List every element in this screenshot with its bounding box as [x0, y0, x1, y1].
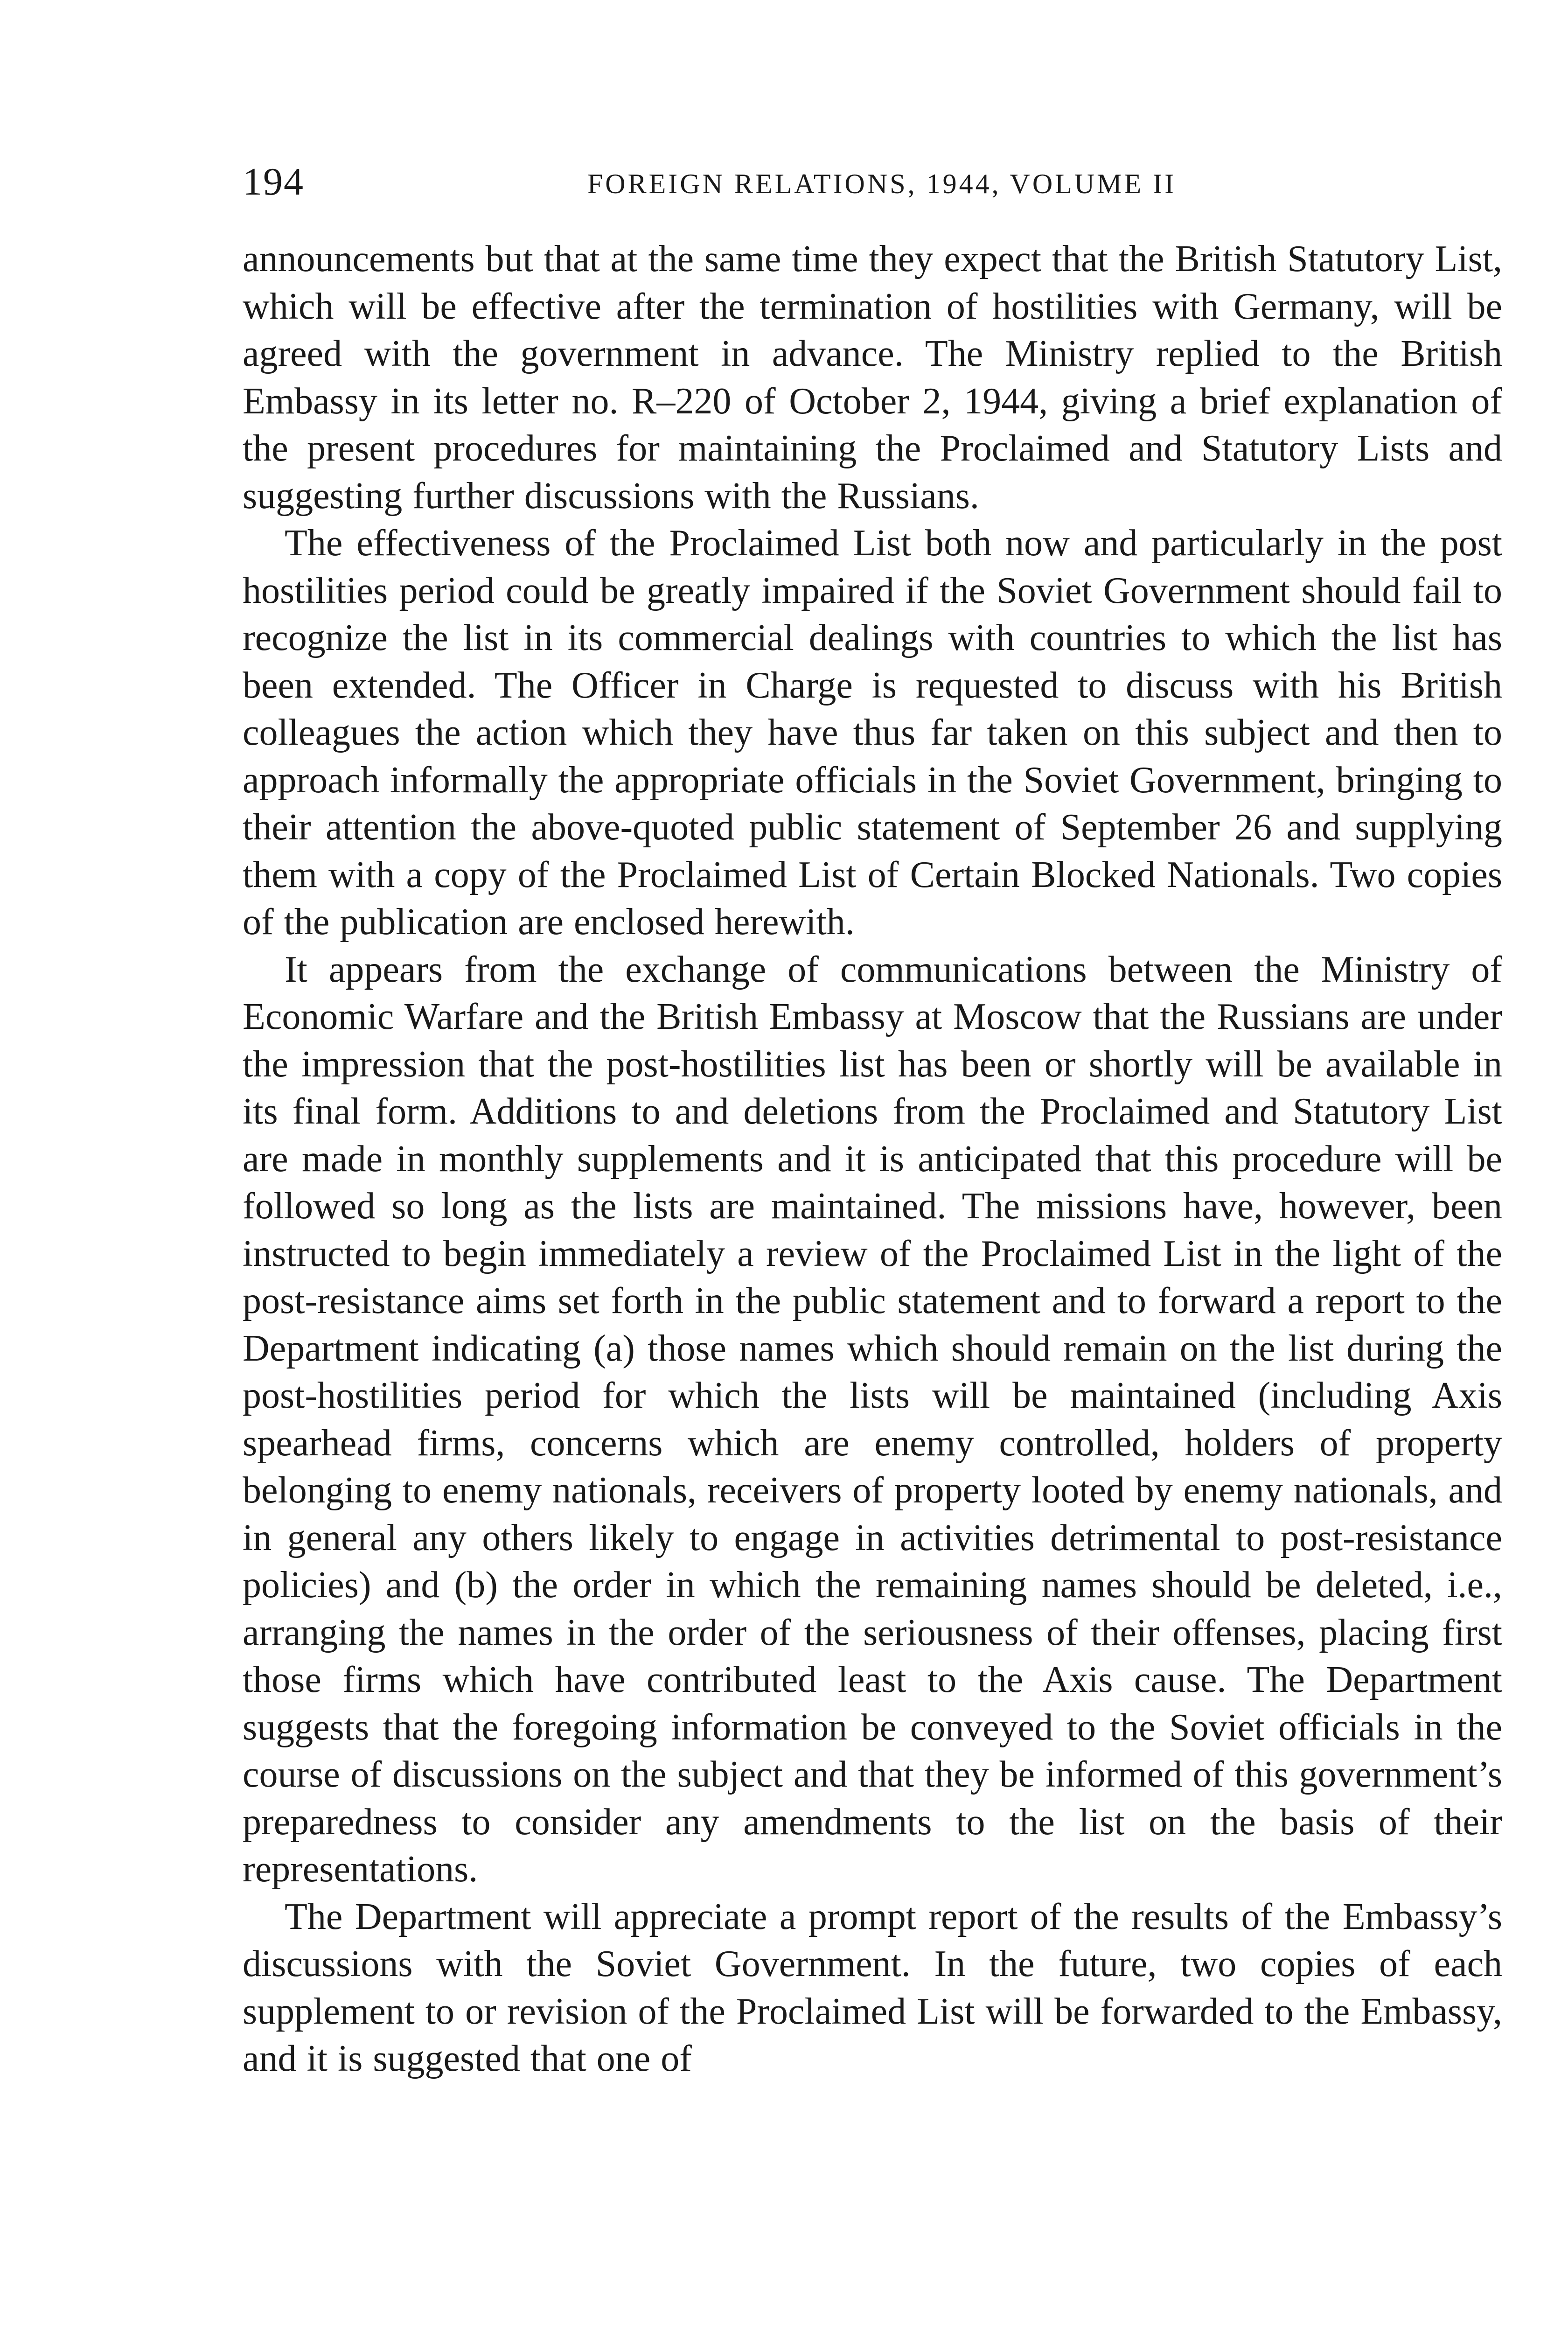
running-head-title: FOREIGN RELATIONS, 1944, VOLUME II [587, 168, 1177, 199]
paragraph-report-request: The Department will appreciate a prompt report of the results of the Embassy’s discussions with the Soviet Government. In the future, two copies of each supplement to or revision of the Proclaimed List will be forwarded to the Embassy, and it is suggested that one of [243, 1896, 1502, 2079]
running-head [243, 154, 1465, 210]
paragraph-post-hostilities-list: It appears from the exchange of communications between the Ministry of Economic Warfare and the British Embassy at Moscow that the Russians are under the impression that the post-hostilities list has been or shortly will be available in its final form. Additions to and deletions from the Proclaimed and Statutory List are made in monthly supplements and it is anticipated that this procedure will be followed so long as the lists are maintained. The missions have, however, been instructed to begin immediately a review of the Proclaimed List in the light of the post-resistance aims set forth in the public statement and to forward a report to the Department indicating (a) those names which should remain on the list during the post-hostilities period for which the lists will be maintained (including Axis spearhead firms, concerns which are enemy controlled, holders of property belonging to enemy nationals, receivers of property looted by enemy nationals, and in general any others likely to engage in activities detrimental to post-resistance policies) and (b) the order in which the remaining names should be deleted, i.e., arranging the names in the order of the seriousness of their offenses, placing first those firms which have contributed least to the Axis cause. The Department suggests that the foregoing information be conveyed to the Soviet officials in the course of discussions on the subject and that they be informed of this government’s preparedness to consider any amendments to the list on the basis of their representations. [243, 949, 1502, 1890]
paragraph-proclaimed-list-effectiveness: The effectiveness of the Proclaimed List both now and particularly in the post hostilities period could be greatly impaired if the Soviet Government should fail to recognize the list in its commercial dealings with countries to which the list has been extended. The Officer in Charge is requested to discuss with his British colleagues the action which they have thus far taken on this subject and then to approach informally the appropriate officials in the Soviet Government, bringing to their attention the above-quoted public statement of September 26 and supplying them with a copy of the Proclaimed List of Certain Blocked Nationals. Two copies of the publication are enclosed herewith. [243, 523, 1502, 943]
paragraph-continued: announcements but that at the same time they expect that the British Statutory List, which will be effective after the termination of hostilities with Germany, will be agreed with the government in advance. The Ministry replied to the British Embassy in its letter no. R–220 of October 2, 1944, giving a brief explanation of the present procedures for maintaining the Proclaimed and Statutory Lists and suggesting further discussions with the Russians. [243, 238, 1502, 517]
body-text [243, 236, 1502, 2083]
page-number: 194 [243, 160, 304, 203]
